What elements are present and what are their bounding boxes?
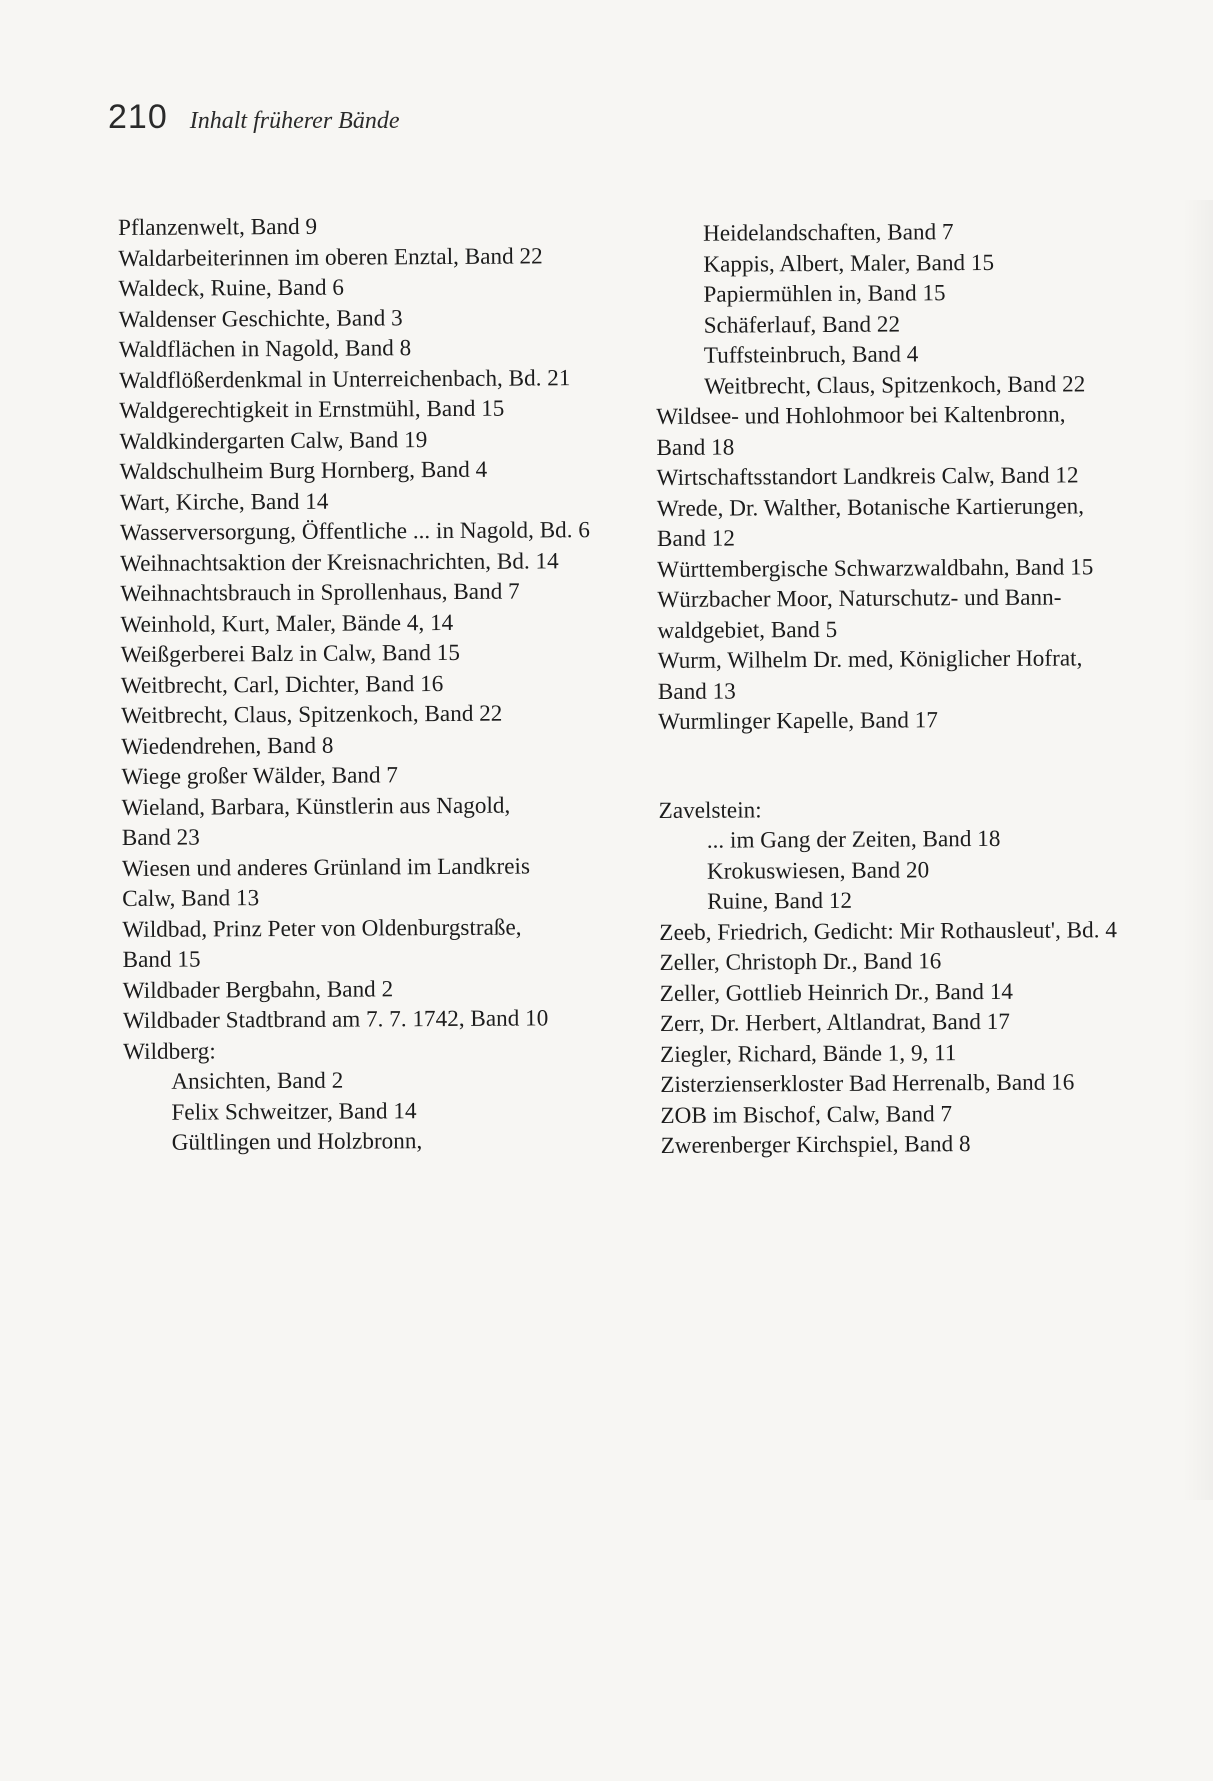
index-entry: Weihnachtsbrauch in Sprollenhaus, Band 7 — [120, 578, 520, 607]
index-column-left — [118, 210, 649, 1159]
index-entry-continuation: Band 18 — [656, 434, 735, 461]
index-entry: Waldschulheim Burg Hornberg, Band 4 — [119, 456, 488, 485]
index-entry: Waldenser Geschichte, Band 3 — [118, 304, 403, 333]
index-entry: Weitbrecht, Claus, Spitzenkoch, Band 22 — [120, 700, 503, 729]
index-entry: Weinhold, Kurt, Maler, Bände 4, 14 — [120, 609, 454, 638]
index-entry-continuation: Band 15 — [122, 946, 201, 973]
index-entry: Zwerenberger Kirchspiel, Band 8 — [660, 1131, 971, 1159]
index-subentry: Gültlingen und Holzbronn, — [171, 1128, 423, 1156]
page-edge-shadow — [1183, 200, 1213, 1500]
index-entry: Wildsee- und Hohlohmoor bei Kaltenbronn, — [656, 401, 1066, 430]
index-subentry: Ansichten, Band 2 — [171, 1067, 344, 1095]
index-subentry: ... im Gang der Zeiten, Band 18 — [706, 825, 1001, 854]
index-entry: Waldflößerdenkmal in Unterreichenbach, Bd. 21 — [118, 364, 571, 394]
index-entry: Wart, Kirche, Band 14 — [119, 488, 329, 516]
index-entry: ZOB im Bischof, Calw, Band 7 — [660, 1100, 953, 1129]
index-entry: Zerr, Dr. Herbert, Altlandrat, Band 17 — [659, 1008, 1010, 1037]
index-entry: Würzbacher Moor, Naturschutz- und Bann- — [657, 584, 1062, 613]
index-entry-continuation: Band 23 — [121, 824, 200, 851]
index-entry: Wiesen und anderes Grünland im Landkreis — [121, 852, 531, 882]
index-entry: Wrede, Dr. Walther, Botanische Kartierungen, — [656, 492, 1085, 522]
index-entry: Zisterzienserkloster Bad Herrenalb, Band 16 — [660, 1069, 1075, 1098]
page-number: 210 — [108, 98, 168, 136]
index-subentry: Felix Schweitzer, Band 14 — [171, 1097, 417, 1126]
index-group-heading: Zavelstein: — [658, 796, 762, 824]
index-group-heading: Wildberg: — [123, 1037, 216, 1065]
index-entry-continuation: Calw, Band 13 — [122, 885, 260, 912]
running-title: Inhalt früherer Bände — [189, 108, 400, 134]
index-entry: Wirtschaftsstandort Landkreis Calw, Band 12 — [656, 462, 1079, 491]
index-entry: Ziegler, Richard, Bände 1, 9, 11 — [660, 1039, 957, 1068]
index-column-right — [655, 216, 1171, 1162]
index-entry: Pflanzenwelt, Band 9 — [118, 213, 318, 241]
index-subentry: Kappis, Albert, Maler, Band 15 — [703, 249, 995, 278]
index-entry: Waldeck, Ruine, Band 6 — [118, 274, 344, 302]
index-entry: Wildbad, Prinz Peter von Oldenburgstraße, — [122, 914, 522, 943]
index-subentry: Tuffsteinbruch, Band 4 — [703, 341, 919, 369]
index-entry-continuation: waldgebiet, Band 5 — [657, 616, 838, 644]
index-entry: Wildbader Stadtbrand am 7. 7. 1742, Band 10 — [122, 1005, 549, 1034]
index-entry: Weihnachtsaktion der Kreisnachrichten, Bd. 14 — [120, 547, 559, 577]
index-entry: Weitbrecht, Carl, Dichter, Band 16 — [120, 670, 444, 699]
index-subentry: Krokuswiesen, Band 20 — [706, 856, 930, 885]
index-subentry: Schäferlauf, Band 22 — [703, 311, 901, 339]
page-header — [108, 98, 399, 137]
index-entry: Wiege großer Wälder, Band 7 — [121, 762, 399, 790]
index-entry: Zeller, Gottlieb Heinrich Dr., Band 14 — [659, 978, 1014, 1007]
index-entry-continuation: Band 12 — [656, 525, 735, 552]
index-entry: Wasserversorgung, Öffentliche ... in Nagold, Bd. 6 — [119, 517, 590, 546]
index-entry: Zeller, Christoph Dr., Band 16 — [659, 948, 942, 976]
index-subentry: Ruine, Band 12 — [707, 887, 853, 915]
index-subentry: Papiermühlen in, Band 15 — [703, 280, 946, 308]
index-entry: Württembergische Schwarzwaldbahn, Band 15 — [657, 553, 1094, 583]
index-entry: Wiedendrehen, Band 8 — [121, 732, 334, 760]
index-subentry: Heidelandschaften, Band 7 — [703, 219, 954, 247]
index-entry: Waldarbeiterinnen im oberen Enztal, Band 22 — [118, 242, 543, 272]
section-gap — [658, 734, 1168, 795]
index-entry: Waldgerechtigkeit in Ernstmühl, Band 15 — [119, 395, 505, 424]
index-entry: Wildbader Bergbahn, Band 2 — [122, 975, 394, 1004]
index-entry: Weißgerberei Balz in Calw, Band 15 — [120, 639, 460, 668]
index-entry: Waldkindergarten Calw, Band 19 — [119, 426, 428, 455]
index-entry: Wurm, Wilhelm Dr. med, Königlicher Hofrat, — [657, 645, 1083, 674]
index-subentry: Weitbrecht, Claus, Spitzenkoch, Band 22 — [703, 370, 1086, 400]
index-entry: Zeeb, Friedrich, Gedicht: Mir Rothausleut', Bd. 4 — [659, 916, 1117, 946]
index-entry: Wieland, Barbara, Künstlerin aus Nagold, — [121, 792, 511, 821]
index-entry-continuation: Band 13 — [657, 678, 736, 705]
index-entry: Waldflächen in Nagold, Band 8 — [118, 335, 412, 363]
index-entry: Wurmlinger Kapelle, Band 17 — [657, 707, 938, 735]
